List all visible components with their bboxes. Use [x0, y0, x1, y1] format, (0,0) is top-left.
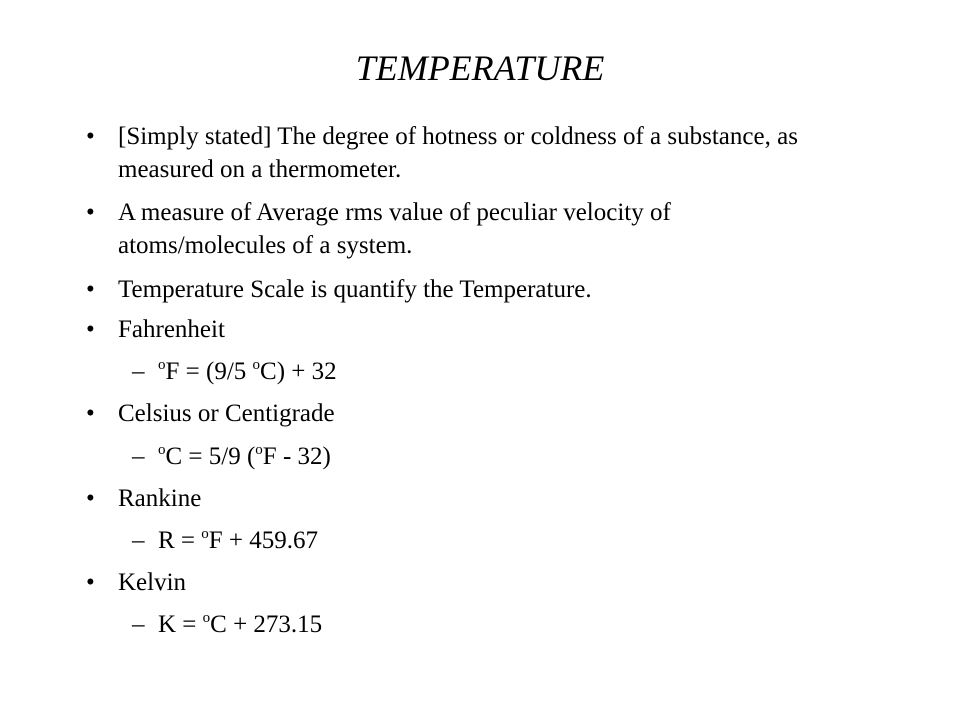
bullet-marker: •: [86, 276, 95, 303]
bullet-marker: •: [86, 123, 95, 150]
degree-symbol: o: [201, 526, 209, 542]
dash-marker: –: [132, 358, 145, 385]
formula-part: F - 32): [262, 443, 331, 470]
formula-part: F + 459.67: [208, 527, 319, 554]
formula-text: [158, 524, 318, 557]
bullet-marker: •: [86, 316, 95, 343]
bullet-marker: •: [86, 400, 95, 427]
formula-text: [158, 355, 337, 388]
degree-symbol: o: [158, 357, 166, 373]
degree-symbol: o: [158, 442, 166, 458]
formula-part: C) + 32: [260, 358, 337, 385]
bullet-marker: •: [86, 485, 95, 512]
formula-part: K =: [158, 611, 203, 638]
bullet-text: Celsius or Centigrade: [118, 400, 335, 427]
bullet-marker: •: [86, 569, 95, 596]
bullet-text: Kelvin: [118, 569, 187, 596]
bullet-text: Fahrenheit: [118, 316, 225, 343]
bullet-marker: •: [86, 199, 95, 226]
bullet-text: A measure of Average rms value of peculiar velocity of atoms/molecules of a system.: [118, 199, 671, 259]
bullet-text: [Simply stated] The degree of hotness or coldness of a substance, as measured on a thermometer.: [118, 123, 798, 183]
bullet-text: Temperature Scale is quantify the Temperature.: [118, 276, 592, 303]
dash-marker: –: [132, 611, 145, 638]
bullet-text: Rankine: [118, 485, 202, 512]
formula-text: [158, 440, 331, 473]
degree-symbol: o: [202, 610, 211, 626]
formula-part: R =: [158, 527, 202, 554]
formula-part: C = 5/9 (: [165, 443, 256, 470]
degree-symbol: o: [255, 442, 263, 458]
dash-marker: –: [132, 527, 145, 554]
slide-title: TEMPERATURE: [355, 48, 605, 88]
degree-symbol: o: [252, 357, 261, 373]
dash-marker: –: [132, 443, 145, 470]
formula-text: [158, 608, 322, 641]
formula-part: C + 273.15: [210, 611, 323, 638]
formula-part: F = (9/5: [165, 358, 253, 385]
